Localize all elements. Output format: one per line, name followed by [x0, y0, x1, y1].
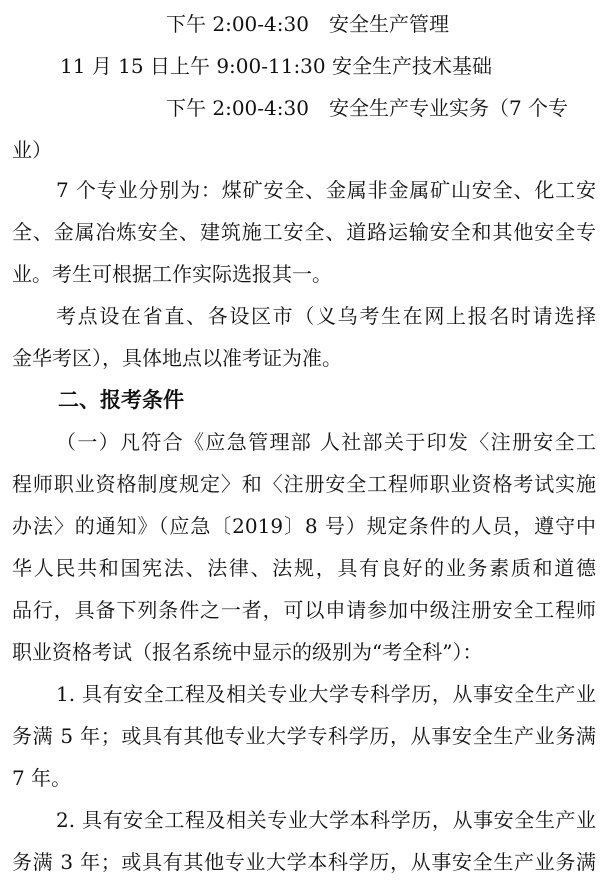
schedule-line-afternoon-2: 下午 2:00-4:30 安全生产专业实务（7 个专	[166, 96, 569, 120]
schedule-line-continuation: 业）	[12, 138, 52, 162]
paragraph-line: （一）凡符合《应急管理部 人社部关于印发〈注册安全工	[56, 430, 596, 454]
section-heading: 二、报考条件	[58, 388, 184, 412]
list-item-line: 务满 5 年；或具有其他专业大学专科学历，从事安全生产业务满	[12, 724, 596, 748]
list-item-line: 7 年。	[12, 766, 72, 790]
paragraph-line: 7 个专业分别为：煤矿安全、金属非金属矿山安全、化工安	[56, 178, 596, 202]
paragraph-line: 业。考生可根据工作实际选报其一。	[12, 262, 332, 286]
paragraph-line: 办法〉的通知》（应急〔2019〕8 号）规定条件的人员，遵守中	[12, 514, 596, 538]
list-item-line: 务满 3 年；或具有其他专业大学本科学历，从事安全生产业务满	[12, 850, 596, 874]
paragraph-line: 职业资格考试（报名系统中显示的级别为“考全科”）：	[12, 640, 483, 664]
list-item-line: 1. 具有安全工程及相关专业大学专科学历，从事安全生产业	[56, 682, 596, 706]
paragraph-line: 程师职业资格制度规定〉和〈注册安全工程师职业资格考试实施	[12, 472, 596, 496]
schedule-line-nov15: 11 月 15 日上午 9:00-11:30 安全生产技术基础	[60, 54, 492, 78]
paragraph-line: 品行，具备下列条件之一者，可以申请参加中级注册安全工程师	[12, 598, 596, 622]
list-item-line: 2. 具有安全工程及相关专业大学本科学历，从事安全生产业	[56, 808, 596, 832]
schedule-line-afternoon-1: 下午 2:00-4:30 安全生产管理	[166, 12, 449, 36]
paragraph-line: 金华考区），具体地点以准考证为准。	[12, 346, 342, 370]
paragraph-line: 华人民共和国宪法、法律、法规，具有良好的业务素质和道德	[12, 556, 596, 580]
paragraph-line: 全、金属冶炼安全、建筑施工安全、道路运输安全和其他安全专	[12, 220, 596, 244]
paragraph-line: 考点设在省直、各设区市（义乌考生在网上报名时请选择	[56, 304, 596, 328]
